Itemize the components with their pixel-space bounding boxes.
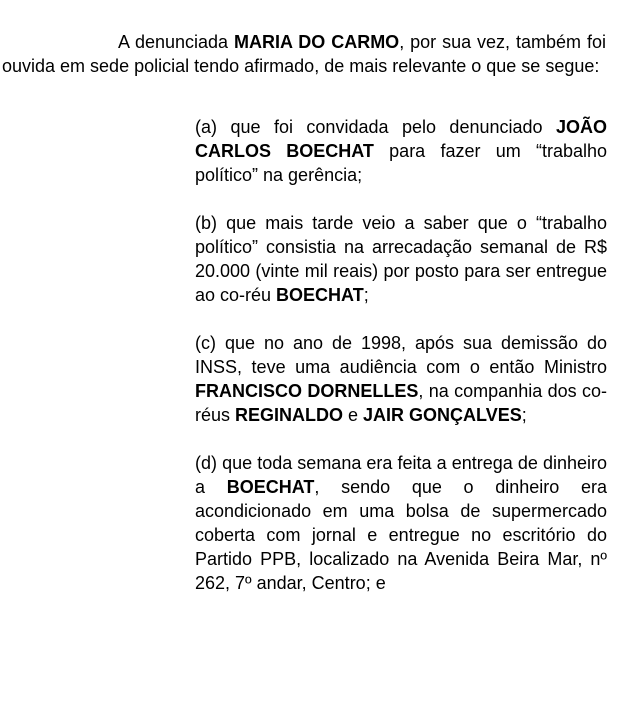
item-d-text-1: (d) que toda semana era feita a entrega de dinheiro a: [195, 453, 607, 497]
intro-text-1: A denunciada: [118, 32, 234, 52]
item-b: [195, 211, 607, 307]
item-b-text-1: (b) que mais tarde veio a saber que o “trabalho político” consistia na arrecadação semanal de R$ 20.000 (vinte mil reais) por posto para ser entregue ao co-réu: [195, 213, 607, 305]
item-c-text-3: e: [343, 405, 364, 425]
item-c-text-1: (c) que no ano de 1998, após sua demissão do INSS, teve uma audiência com o então Ministro: [195, 333, 607, 377]
item-c: [195, 331, 607, 427]
item-c-bold-2: REGINALDO: [235, 405, 344, 425]
intro-text-2: , por sua vez, também foi ouvida em sede policial tendo afirmado, de mais relevante o que se segue:: [2, 32, 606, 76]
defendant-name: MARIA DO CARMO: [233, 32, 400, 52]
item-a: [195, 115, 607, 187]
intro-paragraph: [2, 30, 606, 78]
item-b-text-2: ;: [363, 285, 369, 305]
item-d: [195, 451, 607, 595]
item-a-text-2: para fazer um “trabalho político” na gerência;: [195, 141, 608, 185]
item-c-bold-3: JAIR GONÇALVES: [363, 405, 522, 425]
item-d-bold-1: BOECHAT: [226, 477, 315, 497]
item-a-text-1: (a) que foi convidada pelo denunciado: [195, 117, 556, 137]
item-c-text-2: , na companhia dos co-réus: [195, 381, 607, 425]
item-c-bold-1: FRANCISCO DORNELLES: [195, 381, 419, 401]
item-b-bold-1: BOECHAT: [276, 285, 364, 305]
statement-items: [195, 115, 607, 595]
item-a-bold-1: JOÃO CARLOS BOECHAT: [195, 117, 607, 161]
item-c-text-4: ;: [521, 405, 527, 425]
item-d-text-2: , sendo que o dinheiro era acondicionado em uma bolsa de supermercado coberta com jornal e entregue no escritório do Partido PPB, localizado na Avenida Beira Mar, nº 262, 7º andar, Centro; e: [195, 477, 608, 593]
